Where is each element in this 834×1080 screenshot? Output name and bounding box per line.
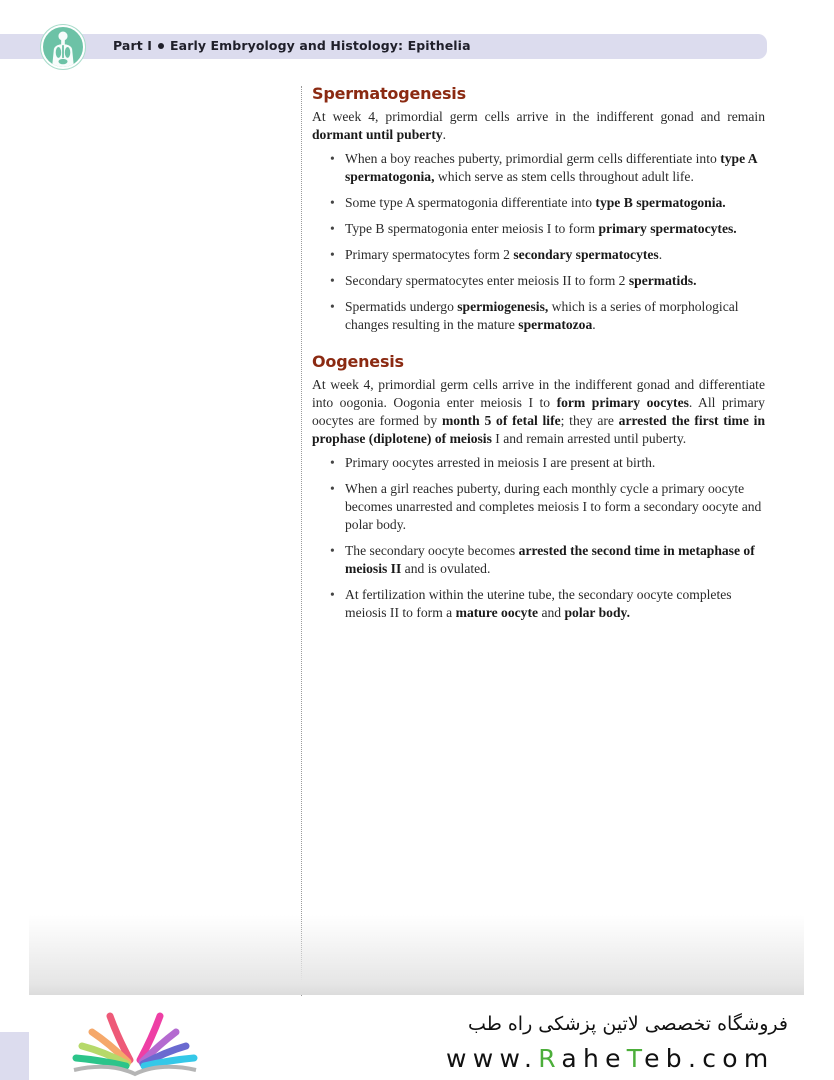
bullet-item bbox=[330, 246, 765, 264]
page-edge-tab bbox=[0, 1032, 29, 1080]
bold-term: polar body. bbox=[564, 605, 630, 620]
bullet-list bbox=[330, 150, 765, 334]
text-run: When a boy reaches puberty, primordial germ cells differentiate into bbox=[345, 151, 721, 166]
store-name-persian: فروشگاه تخصصی لاتین پزشکی راه طب bbox=[468, 1013, 788, 1035]
bold-term: month 5 of fetal life bbox=[441, 413, 561, 428]
bold-term: mature oocyte bbox=[455, 605, 539, 620]
bullet-item bbox=[330, 220, 765, 238]
section-intro bbox=[312, 376, 765, 448]
url-prefix: www. bbox=[446, 1044, 539, 1073]
text-run: Spermatids undergo bbox=[345, 299, 458, 314]
bold-term: spermatids. bbox=[628, 273, 697, 288]
section-spermatogenesis bbox=[312, 84, 765, 334]
bold-term: arrested the second time in metaphase of meiosis II bbox=[345, 543, 755, 576]
separator-dot bbox=[158, 43, 164, 49]
text-run: Secondary spermatocytes enter meiosis II to form 2 bbox=[345, 273, 629, 288]
text-run: . bbox=[442, 127, 447, 142]
text-run: . bbox=[658, 247, 663, 262]
column-divider bbox=[301, 86, 302, 996]
bold-term: arrested the first time in prophase (diplotene) of meiosis bbox=[312, 413, 766, 446]
bullet-list bbox=[330, 454, 765, 622]
text-run: At week 4, primordial germ cells arrive in the indifferent gonad and differentiate into oogonia. Oogonia enter meiosis I to bbox=[312, 377, 765, 410]
text-run: which is a series of morphological changes resulting in the mature bbox=[345, 299, 739, 332]
text-run: Some type A spermatogonia differentiate into bbox=[345, 195, 596, 210]
bullet-item bbox=[330, 194, 765, 212]
text-run: Primary oocytes arrested in meiosis I are present at birth. bbox=[345, 455, 656, 470]
bullet-item bbox=[330, 298, 765, 334]
page-bottom-shadow bbox=[29, 915, 804, 995]
running-header bbox=[113, 38, 471, 53]
bullet-item bbox=[330, 272, 765, 290]
anatomy-torso-icon bbox=[41, 25, 85, 69]
bold-term: dormant until puberty bbox=[312, 127, 443, 142]
text-run: . All primary oocytes are formed by bbox=[312, 395, 765, 428]
open-book-rainbow-icon bbox=[70, 1008, 200, 1078]
part-label: Part I bbox=[113, 38, 153, 53]
main-content bbox=[312, 84, 765, 630]
website-url[interactable] bbox=[446, 1044, 775, 1073]
text-run: The secondary oocyte becomes bbox=[345, 543, 519, 558]
text-run: When a girl reaches puberty, during each monthly cycle a primary oocyte becomes unarrested and completes meiosis I to form a secondary oocyte and polar body. bbox=[345, 481, 762, 532]
url-accent-t: T bbox=[626, 1044, 645, 1073]
bullet-item bbox=[330, 480, 765, 534]
bullet-item bbox=[330, 586, 765, 622]
text-run: . bbox=[592, 317, 596, 332]
bold-term: form primary oocytes bbox=[556, 395, 689, 410]
section-heading: Spermatogenesis bbox=[312, 84, 466, 103]
text-run: and bbox=[538, 605, 565, 620]
bold-term: type B spermatogonia. bbox=[595, 195, 726, 210]
url-suffix: eb.com bbox=[644, 1044, 775, 1073]
bullet-item bbox=[330, 542, 765, 578]
bullet-item bbox=[330, 454, 765, 472]
text-run: I and remain arrested until puberty. bbox=[491, 431, 687, 446]
text-run: and is ovulated. bbox=[401, 561, 491, 576]
text-run: At week 4, primordial germ cells arrive in the indifferent gonad and remain bbox=[312, 109, 765, 124]
section-oogenesis bbox=[312, 352, 765, 622]
bold-term: secondary spermatocytes bbox=[513, 247, 659, 262]
text-run: Primary spermatocytes form 2 bbox=[345, 247, 514, 262]
url-accent-r: R bbox=[538, 1044, 562, 1073]
text-run: which serve as stem cells throughout adult life. bbox=[434, 169, 694, 184]
text-run: Type B spermatogonia enter meiosis I to form bbox=[345, 221, 599, 236]
bold-term: spermatozoa bbox=[518, 317, 593, 332]
bold-term: primary spermatocytes. bbox=[598, 221, 737, 236]
url-mid: ahe bbox=[561, 1044, 627, 1073]
chapter-title: Early Embryology and Histology: Epithelia bbox=[170, 38, 471, 53]
bullet-item bbox=[330, 150, 765, 186]
text-run: ; they are bbox=[560, 413, 619, 428]
section-heading: Oogenesis bbox=[312, 352, 404, 371]
text-run: At fertilization within the uterine tube, the secondary oocyte completes meiosis II to form a bbox=[345, 587, 732, 620]
section-intro bbox=[312, 108, 765, 144]
bold-term: type A spermatogonia, bbox=[345, 151, 757, 184]
bold-term: spermiogenesis, bbox=[457, 299, 549, 314]
